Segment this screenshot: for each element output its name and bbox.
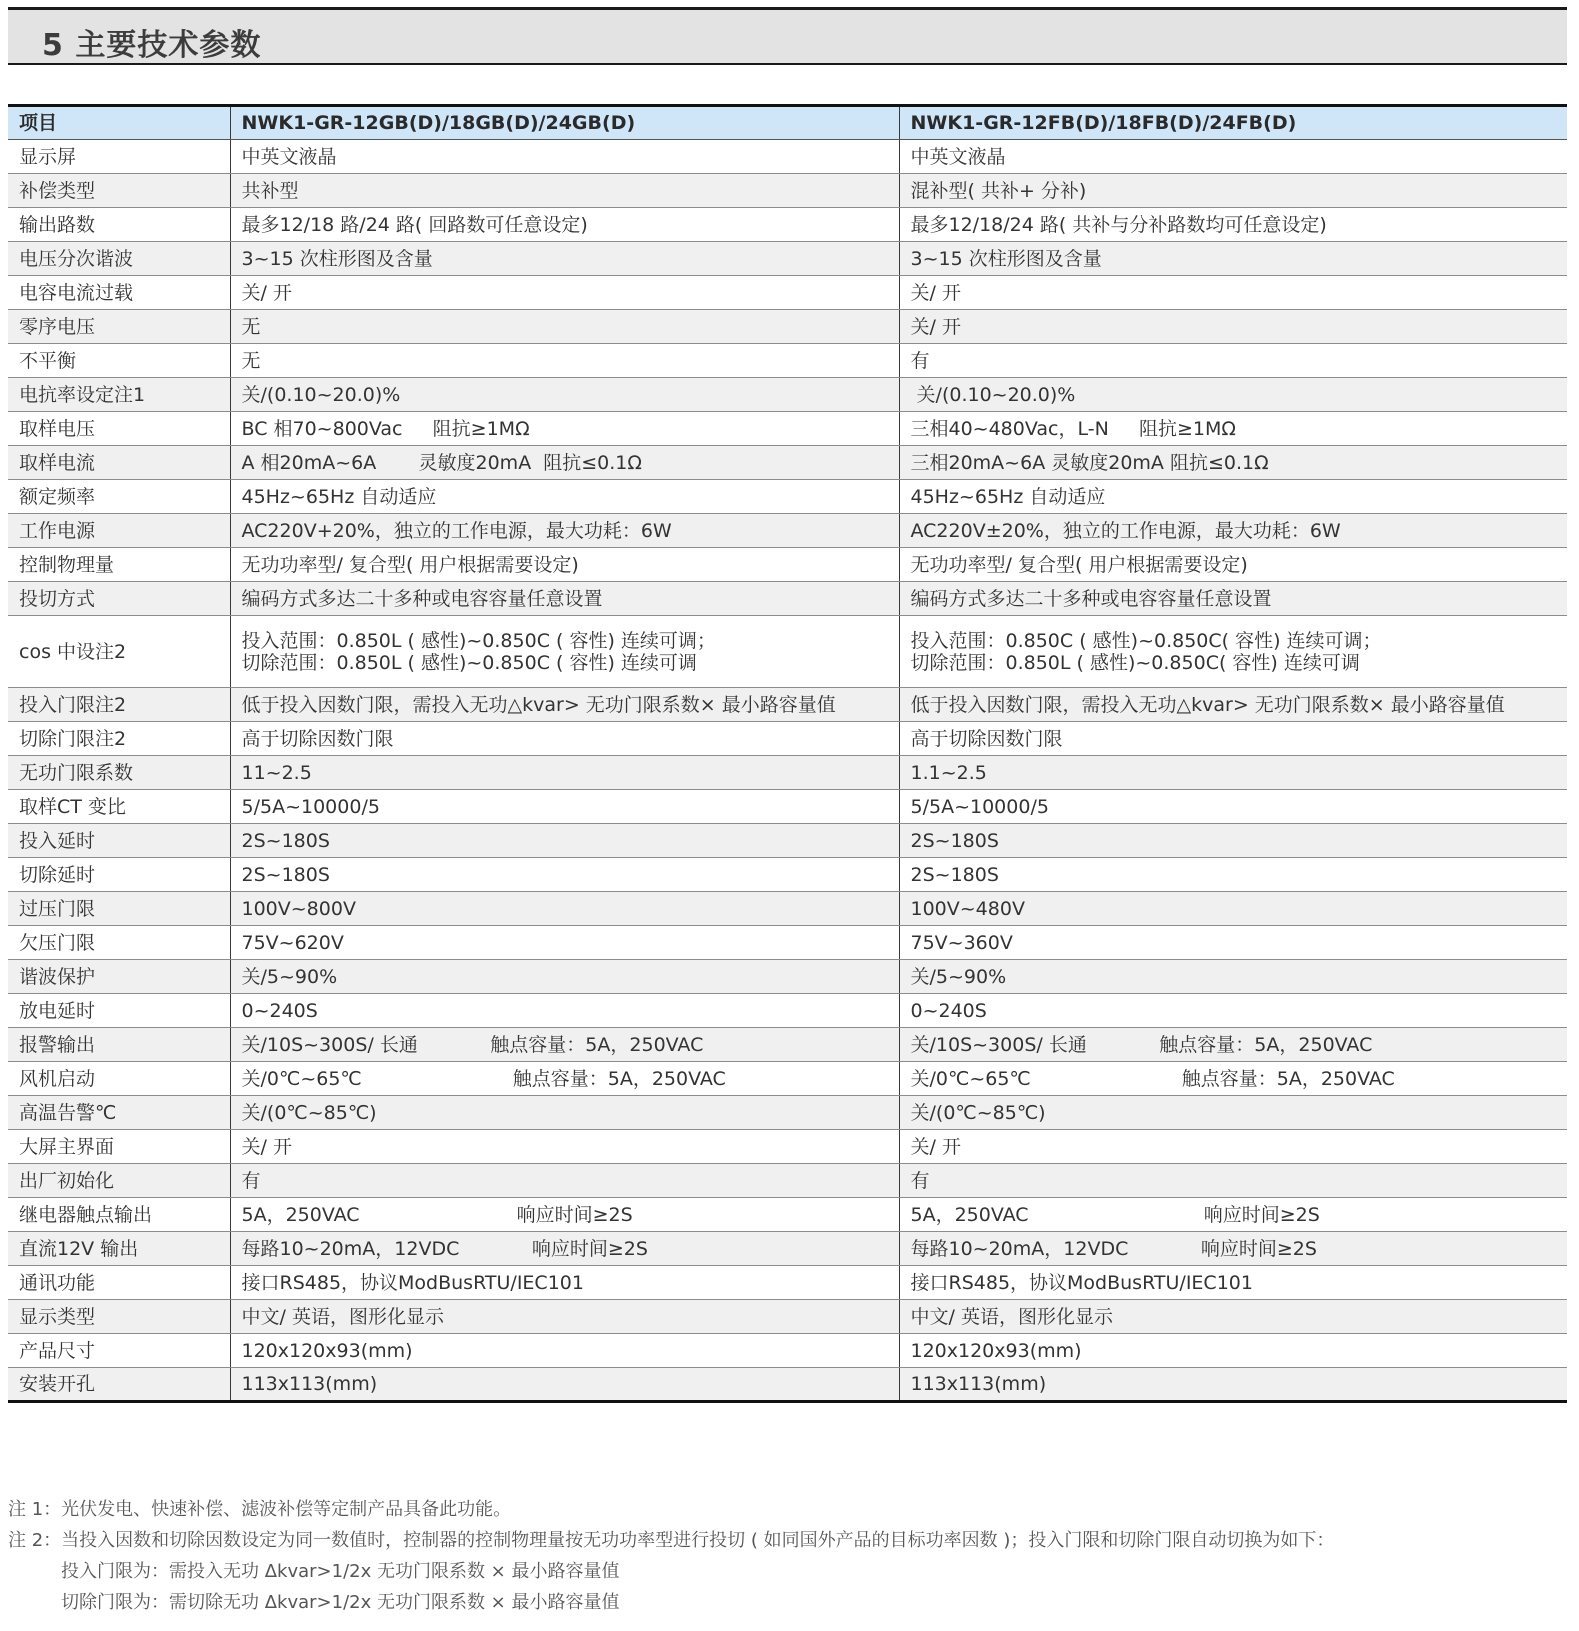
fb-value: 关/ 开 xyxy=(899,310,1567,344)
fb-value: 关/5~90% xyxy=(899,960,1567,994)
gb-value: 有 xyxy=(230,1164,899,1198)
gb-value: BC 相70~800Vac 阻抗≥1MΩ xyxy=(230,412,899,446)
fb-value: 混补型( 共补+ 分补) xyxy=(899,174,1567,208)
table-row xyxy=(8,1198,1567,1232)
param-name: 取样电压 xyxy=(8,412,230,446)
param-name: 欠压门限 xyxy=(8,926,230,960)
gb-value: AC220V+20%，独立的工作电源，最大功耗：6W xyxy=(230,514,899,548)
fb-value: 2S~180S xyxy=(899,858,1567,892)
gb-value: 关/10S~300S/ 长通 触点容量：5A，250VAC xyxy=(230,1028,899,1062)
table-row xyxy=(8,926,1567,960)
fb-value: 1.1~2.5 xyxy=(899,756,1567,790)
param-name: 报警输出 xyxy=(8,1028,230,1062)
table-row xyxy=(8,174,1567,208)
table-row xyxy=(8,616,1567,688)
gb-value: 高于切除因数门限 xyxy=(230,722,899,756)
table-row xyxy=(8,858,1567,892)
fb-value: 关/ 开 xyxy=(899,1130,1567,1164)
param-name: 高温告警℃ xyxy=(8,1096,230,1130)
fb-value: 接口RS485，协议ModBusRTU/IEC101 xyxy=(899,1266,1567,1300)
table-row xyxy=(8,1096,1567,1130)
gb-value: 无 xyxy=(230,344,899,378)
note-2: 注 2：当投入因数和切除因数设定为同一数值时，控制器的控制物理量按无功功率型进行投切 ( 如同国外产品的目标功率因数 )；投入门限和切除门限自动切换为如下： xyxy=(8,1530,1335,1551)
fb-value: 低于投入因数门限，需投入无功△kvar> 无功门限系数× 最小路容量值 xyxy=(899,688,1567,722)
param-name: 取样CT 变比 xyxy=(8,790,230,824)
param-name: 零序电压 xyxy=(8,310,230,344)
gb-value: 每路10~20mA，12VDC 响应时间≥2S xyxy=(230,1232,899,1266)
param-name: 直流12V 输出 xyxy=(8,1232,230,1266)
table-row xyxy=(8,1062,1567,1096)
gb-value: 120x120x93(mm) xyxy=(230,1334,899,1368)
param-name: 产品尺寸 xyxy=(8,1334,230,1368)
param-name: 电容电流过载 xyxy=(8,276,230,310)
fb-value: 113x113(mm) xyxy=(899,1368,1567,1402)
gb-value: 45Hz~65Hz 自动适应 xyxy=(230,480,899,514)
fb-value: 最多12/18/24 路( 共补与分补路数均可任意设定) xyxy=(899,208,1567,242)
table-row xyxy=(8,514,1567,548)
table-row xyxy=(8,756,1567,790)
table-row xyxy=(8,994,1567,1028)
table-row xyxy=(8,1232,1567,1266)
spec-table xyxy=(8,104,1567,1403)
table-row xyxy=(8,960,1567,994)
param-name: 切除延时 xyxy=(8,858,230,892)
table-row xyxy=(8,344,1567,378)
param-name: 通讯功能 xyxy=(8,1266,230,1300)
fb-value: 120x120x93(mm) xyxy=(899,1334,1567,1368)
param-name: 取样电流 xyxy=(8,446,230,480)
fb-value: 有 xyxy=(899,344,1567,378)
fb-value: 每路10~20mA，12VDC 响应时间≥2S xyxy=(899,1232,1567,1266)
param-name: 投入门限注2 xyxy=(8,688,230,722)
table-row xyxy=(8,1368,1567,1402)
table-header-row xyxy=(8,106,1567,140)
table-row xyxy=(8,480,1567,514)
gb-value: 关/ 开 xyxy=(230,1130,899,1164)
param-name: 投切方式 xyxy=(8,582,230,616)
table-row xyxy=(8,1334,1567,1368)
fb-value: 高于切除因数门限 xyxy=(899,722,1567,756)
header-model-fb: NWK1-GR-12FB(D)/18FB(D)/24FB(D) xyxy=(899,106,1567,140)
fb-value: 编码方式多达二十多种或电容容量任意设置 xyxy=(899,582,1567,616)
fb-value: 45Hz~65Hz 自动适应 xyxy=(899,480,1567,514)
table-row xyxy=(8,276,1567,310)
gb-value: 3~15 次柱形图及含量 xyxy=(230,242,899,276)
param-name: 补偿类型 xyxy=(8,174,230,208)
gb-value: 关/(0℃~85℃) xyxy=(230,1096,899,1130)
note-2-input-threshold: 投入门限为：需投入无功 Δkvar>1/2x 无功门限系数 × 最小路容量值 xyxy=(61,1561,620,1582)
table-row xyxy=(8,446,1567,480)
table-row xyxy=(8,582,1567,616)
param-name: 出厂初始化 xyxy=(8,1164,230,1198)
gb-value: 11~2.5 xyxy=(230,756,899,790)
table-row xyxy=(8,208,1567,242)
param-name: 切除门限注2 xyxy=(8,722,230,756)
fb-value: 关/0℃~65℃ 触点容量：5A，250VAC xyxy=(899,1062,1567,1096)
gb-value: 关/0℃~65℃ 触点容量：5A，250VAC xyxy=(230,1062,899,1096)
fb-value: 三相40~480Vac，L-N 阻抗≥1MΩ xyxy=(899,412,1567,446)
table-row xyxy=(8,688,1567,722)
gb-value: 0~240S xyxy=(230,994,899,1028)
gb-value: 最多12/18 路/24 路( 回路数可任意设定) xyxy=(230,208,899,242)
table-row xyxy=(8,722,1567,756)
table-row xyxy=(8,1266,1567,1300)
gb-value: 2S~180S xyxy=(230,858,899,892)
gb-value: 低于投入因数门限，需投入无功△kvar> 无功门限系数× 最小路容量值 xyxy=(230,688,899,722)
fb-value: 关/10S~300S/ 长通 触点容量：5A，250VAC xyxy=(899,1028,1567,1062)
gb-value: 编码方式多达二十多种或电容容量任意设置 xyxy=(230,582,899,616)
fb-value: 关/ 开 xyxy=(899,276,1567,310)
param-name: 谐波保护 xyxy=(8,960,230,994)
param-name: 显示类型 xyxy=(8,1300,230,1334)
fb-value: 关/(0.10~20.0)% xyxy=(899,378,1567,412)
spec-table-body xyxy=(8,140,1567,1402)
param-name: 电压分次谐波 xyxy=(8,242,230,276)
header-model-gb: NWK1-GR-12GB(D)/18GB(D)/24GB(D) xyxy=(230,106,899,140)
param-name: 电抗率设定注1 xyxy=(8,378,230,412)
fb-value: 100V~480V xyxy=(899,892,1567,926)
fb-value: 75V~360V xyxy=(899,926,1567,960)
param-name: 输出路数 xyxy=(8,208,230,242)
table-row xyxy=(8,1028,1567,1062)
gb-value: 100V~800V xyxy=(230,892,899,926)
param-name: 风机启动 xyxy=(8,1062,230,1096)
gb-value: 共补型 xyxy=(230,174,899,208)
gb-value: 无功功率型/ 复合型( 用户根据需要设定) xyxy=(230,548,899,582)
table-row xyxy=(8,140,1567,174)
notes xyxy=(8,1494,1567,1618)
param-name: 大屏主界面 xyxy=(8,1130,230,1164)
table-row xyxy=(8,310,1567,344)
gb-value: 接口RS485，协议ModBusRTU/IEC101 xyxy=(230,1266,899,1300)
fb-value: 中英文液晶 xyxy=(899,140,1567,174)
table-row xyxy=(8,824,1567,858)
fb-value: AC220V±20%，独立的工作电源，最大功耗：6W xyxy=(899,514,1567,548)
gb-value: 2S~180S xyxy=(230,824,899,858)
fb-value: 0~240S xyxy=(899,994,1567,1028)
param-name: 继电器触点输出 xyxy=(8,1198,230,1232)
gb-value: 投入范围：0.850L ( 感性)~0.850C ( 容性) 连续可调； 切除范围：0.850L ( 感性)~0.850C ( 容性) 连续可调 xyxy=(230,616,899,688)
note-2-cutoff-threshold: 切除门限为：需切除无功 Δkvar>1/2x 无功门限系数 × 最小路容量值 xyxy=(61,1592,620,1613)
table-row xyxy=(8,378,1567,412)
gb-value: 113x113(mm) xyxy=(230,1368,899,1402)
param-name: 放电延时 xyxy=(8,994,230,1028)
param-name: 安装开孔 xyxy=(8,1368,230,1402)
table-row xyxy=(8,1300,1567,1334)
gb-value: 5A，250VAC 响应时间≥2S xyxy=(230,1198,899,1232)
gb-value: 中文/ 英语，图形化显示 xyxy=(230,1300,899,1334)
param-name: 工作电源 xyxy=(8,514,230,548)
param-name: 额定频率 xyxy=(8,480,230,514)
fb-value: 有 xyxy=(899,1164,1567,1198)
fb-value: 中文/ 英语，图形化显示 xyxy=(899,1300,1567,1334)
table-row xyxy=(8,1164,1567,1198)
fb-value: 2S~180S xyxy=(899,824,1567,858)
section-header xyxy=(8,7,1567,65)
gb-value: 5/5A~10000/5 xyxy=(230,790,899,824)
gb-value: 75V~620V xyxy=(230,926,899,960)
gb-value: 关/(0.10~20.0)% xyxy=(230,378,899,412)
fb-value: 投入范围：0.850C ( 感性)~0.850C( 容性) 连续可调； 切除范围：0.850L ( 感性)~0.850C( 容性) 连续可调 xyxy=(899,616,1567,688)
note-1: 注 1：光伏发电、快速补偿、滤波补偿等定制产品具备此功能。 xyxy=(8,1499,512,1520)
section-title: 5 主要技术参数 xyxy=(42,28,262,63)
fb-value: 5/5A~10000/5 xyxy=(899,790,1567,824)
table-row xyxy=(8,1130,1567,1164)
param-name: 投入延时 xyxy=(8,824,230,858)
header-item: 项目 xyxy=(8,106,230,140)
param-name: 显示屏 xyxy=(8,140,230,174)
param-name: 过压门限 xyxy=(8,892,230,926)
table-row xyxy=(8,548,1567,582)
fb-value: 无功功率型/ 复合型( 用户根据需要设定) xyxy=(899,548,1567,582)
table-row xyxy=(8,412,1567,446)
param-name: 控制物理量 xyxy=(8,548,230,582)
gb-value: 无 xyxy=(230,310,899,344)
table-row xyxy=(8,242,1567,276)
param-name: cos 中设注2 xyxy=(8,616,230,688)
param-name: 无功门限系数 xyxy=(8,756,230,790)
gb-value: A 相20mA~6A 灵敏度20mA 阻抗≤0.1Ω xyxy=(230,446,899,480)
param-name: 不平衡 xyxy=(8,344,230,378)
gb-value: 关/5~90% xyxy=(230,960,899,994)
gb-value: 关/ 开 xyxy=(230,276,899,310)
table-row xyxy=(8,790,1567,824)
fb-value: 5A，250VAC 响应时间≥2S xyxy=(899,1198,1567,1232)
fb-value: 三相20mA~6A 灵敏度20mA 阻抗≤0.1Ω xyxy=(899,446,1567,480)
gb-value: 中英文液晶 xyxy=(230,140,899,174)
fb-value: 关/(0℃~85℃) xyxy=(899,1096,1567,1130)
fb-value: 3~15 次柱形图及含量 xyxy=(899,242,1567,276)
table-row xyxy=(8,892,1567,926)
